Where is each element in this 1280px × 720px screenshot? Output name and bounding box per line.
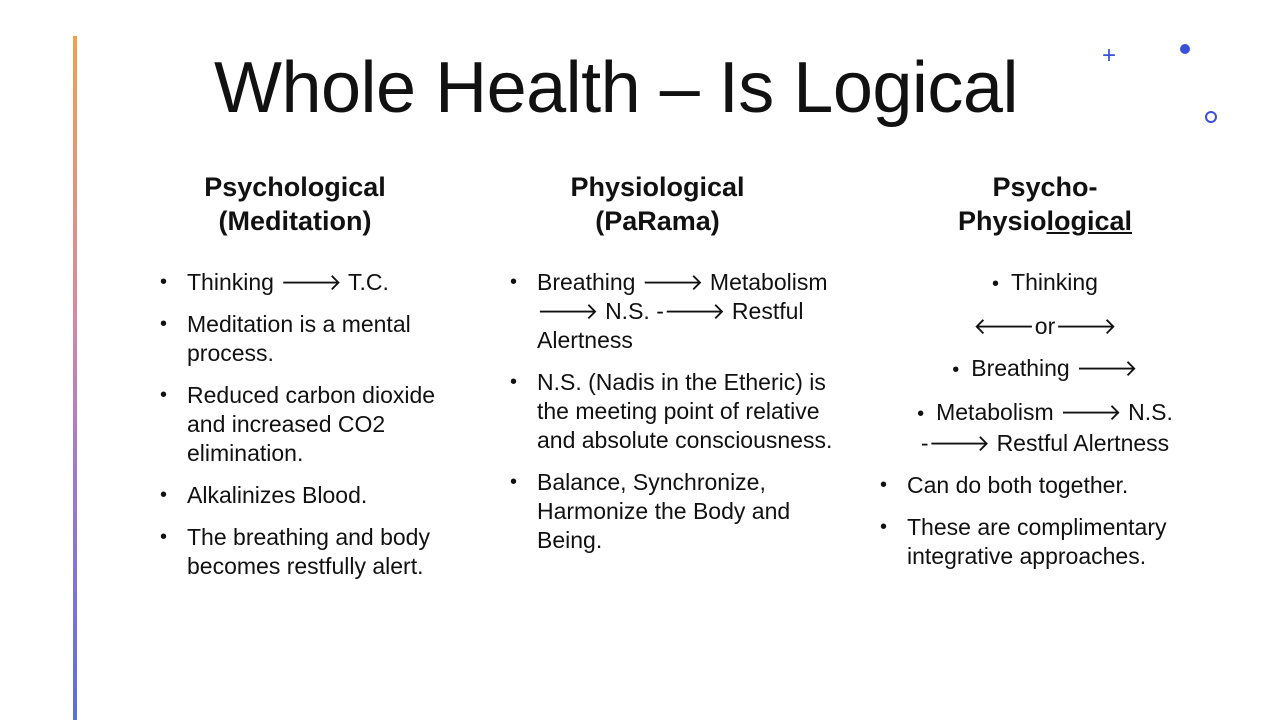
column-physiological bbox=[510, 170, 835, 568]
list-item: • Alkalinizes Blood. bbox=[160, 481, 455, 510]
column-heading bbox=[880, 170, 1210, 238]
list-item: • Reduced carbon dioxide and increased CO2 elimination. bbox=[160, 381, 455, 468]
slide-title: Whole Health – Is Logical bbox=[214, 48, 1018, 128]
accent-line bbox=[73, 36, 77, 720]
list-item-text: Breathing 🡒 bbox=[971, 355, 1138, 381]
column-psychological bbox=[160, 170, 455, 594]
heading-line: Psycho- bbox=[992, 172, 1098, 202]
heading-line: Psychological bbox=[204, 172, 386, 202]
bullet-list bbox=[880, 268, 1210, 571]
column-psycho-physiological bbox=[880, 170, 1210, 584]
ring-decoration-icon bbox=[1205, 111, 1217, 123]
heading-line: (Meditation) bbox=[218, 206, 372, 236]
plus-decoration-icon: + bbox=[1102, 42, 1117, 69]
bullet-list bbox=[160, 268, 455, 581]
list-item: • Thinking 🡒 T.C. bbox=[160, 268, 455, 297]
list-item-text: Metabolism 🡒 N.S. -🡒 Restful Alertness bbox=[920, 399, 1173, 456]
heading-line: Physiological bbox=[570, 172, 745, 202]
bullet-icon: • bbox=[992, 273, 1000, 295]
list-item: • N.S. (Nadis in the Etheric) is the meeting point of relative and absolute consciousness. bbox=[510, 368, 835, 455]
heading-line: (PaRama) bbox=[595, 206, 720, 236]
list-item: • Breathing 🡒 Metabolism 🡒 N.S. -🡒 Restful Alertness bbox=[510, 268, 835, 355]
column-heading bbox=[135, 170, 455, 238]
heading-text: Physio bbox=[957, 206, 1047, 236]
list-item bbox=[880, 268, 1210, 299]
bullet-icon: • bbox=[952, 359, 960, 381]
list-item: • Balance, Synchronize, Harmonize the Body and Being. bbox=[510, 468, 835, 555]
column-heading bbox=[480, 170, 835, 238]
list-item-text: Thinking bbox=[1011, 269, 1098, 295]
list-item bbox=[880, 398, 1210, 458]
list-item: • These are complimentary integrative approaches. bbox=[880, 513, 1210, 571]
bullet-list bbox=[510, 268, 835, 555]
list-item: 🡐or🡒 bbox=[973, 313, 1117, 339]
heading-line bbox=[880, 204, 1210, 238]
dot-decoration-icon bbox=[1180, 44, 1190, 54]
bullet-icon: • bbox=[917, 403, 925, 425]
heading-underlined-text: logical bbox=[1046, 206, 1133, 236]
list-item: • The breathing and body becomes restfully alert. bbox=[160, 523, 455, 581]
list-item bbox=[880, 354, 1210, 385]
list-item: • Meditation is a mental process. bbox=[160, 310, 455, 368]
list-item: • Can do both together. bbox=[880, 471, 1210, 500]
